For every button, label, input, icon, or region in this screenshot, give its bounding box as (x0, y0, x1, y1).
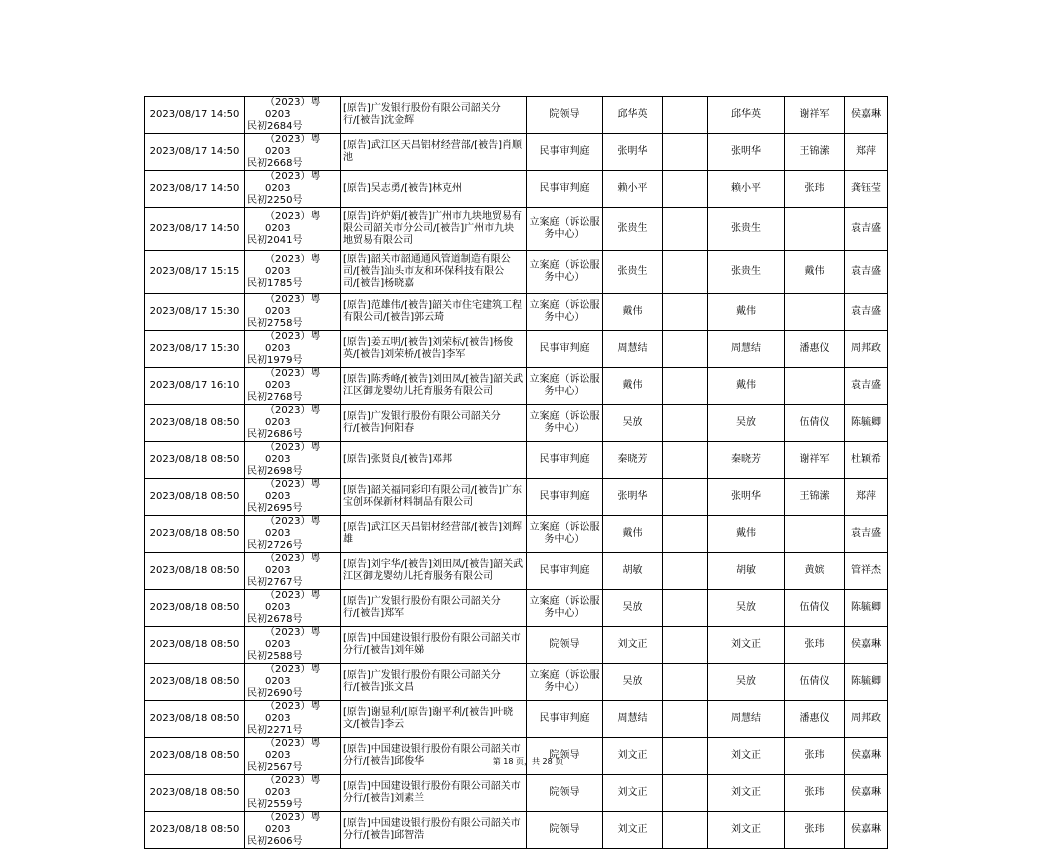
department-cell: 院领导 (527, 775, 603, 812)
blank-cell (663, 134, 708, 171)
department-cell: 民事审判庭 (527, 171, 603, 208)
blank-cell (663, 701, 708, 738)
case-number-prefix: （2023）粤0203 (265, 664, 321, 687)
table-row (145, 171, 888, 208)
judge-cell: 吴放 (603, 664, 663, 701)
case-number-prefix: （2023）粤0203 (265, 134, 321, 157)
blank-cell (663, 442, 708, 479)
case-number-suffix: 民初2726号 (247, 540, 303, 551)
table-row (145, 627, 888, 664)
clerk-cell: 侯嘉琳 (845, 775, 888, 812)
case-number-suffix: 民初2767号 (247, 577, 303, 588)
case-number-suffix: 民初2758号 (247, 318, 303, 329)
blank-cell (663, 171, 708, 208)
panel-member-cell: 谢祥军 (785, 442, 845, 479)
case-number-suffix: 民初2567号 (247, 762, 303, 773)
parties-cell: [原告]中国建设银行股份有限公司韶关市分行/[被告]邱俊华 (341, 738, 527, 775)
judge-cell: 秦晓芳 (603, 442, 663, 479)
case-number-suffix: 民初2559号 (247, 799, 303, 810)
case-number-cell (245, 664, 341, 701)
clerk-cell: 侯嘉琳 (845, 812, 888, 849)
blank-cell (663, 775, 708, 812)
presiding-judge-cell: 张贵生 (708, 208, 785, 251)
department-cell: 民事审判庭 (527, 479, 603, 516)
presiding-judge-cell: 张贵生 (708, 251, 785, 294)
hearing-schedule-table (144, 96, 888, 849)
case-number-prefix: （2023）粤0203 (265, 294, 321, 317)
judge-cell: 赖小平 (603, 171, 663, 208)
clerk-cell: 陈毓卿 (845, 664, 888, 701)
table-row (145, 664, 888, 701)
hearing-date-cell: 2023/08/17 14:50 (145, 171, 245, 208)
judge-cell: 邱华英 (603, 97, 663, 134)
department-cell: 立案庭（诉讼服务中心） (527, 251, 603, 294)
clerk-cell: 侯嘉琳 (845, 627, 888, 664)
case-number-suffix: 民初2606号 (247, 836, 303, 847)
case-number-suffix: 民初2695号 (247, 503, 303, 514)
case-number-cell (245, 97, 341, 134)
case-number-suffix: 民初2698号 (247, 466, 303, 477)
parties-cell: [原告]中国建设银行股份有限公司韶关市分行/[被告]邱智浩 (341, 812, 527, 849)
panel-member-cell: 戴伟 (785, 251, 845, 294)
panel-member-cell: 王锦潆 (785, 134, 845, 171)
department-cell: 立案庭（诉讼服务中心） (527, 294, 603, 331)
clerk-cell: 郑萍 (845, 479, 888, 516)
clerk-cell: 管祥杰 (845, 553, 888, 590)
judge-cell: 吴放 (603, 590, 663, 627)
case-number-suffix: 民初2271号 (247, 725, 303, 736)
department-cell: 民事审判庭 (527, 331, 603, 368)
judge-cell: 戴伟 (603, 516, 663, 553)
panel-member-cell: 伍倩仪 (785, 405, 845, 442)
case-number-cell (245, 590, 341, 627)
clerk-cell: 陈毓卿 (845, 590, 888, 627)
department-cell: 民事审判庭 (527, 553, 603, 590)
judge-cell: 刘文正 (603, 812, 663, 849)
hearing-date-cell: 2023/08/18 08:50 (145, 479, 245, 516)
hearing-date-cell: 2023/08/18 08:50 (145, 738, 245, 775)
department-cell: 院领导 (527, 738, 603, 775)
case-number-cell (245, 775, 341, 812)
table-row (145, 134, 888, 171)
panel-member-cell: 张玮 (785, 775, 845, 812)
page-number-footer: 第 18 页，共 28 页 (492, 757, 564, 766)
hearing-date-cell: 2023/08/18 08:50 (145, 405, 245, 442)
case-number-suffix: 民初1785号 (247, 278, 303, 289)
case-number-prefix: （2023）粤0203 (265, 812, 321, 835)
panel-member-cell (785, 294, 845, 331)
case-number-suffix: 民初2686号 (247, 429, 303, 440)
case-number-suffix: 民初2768号 (247, 392, 303, 403)
panel-member-cell: 张玮 (785, 738, 845, 775)
hearing-date-cell: 2023/08/18 08:50 (145, 553, 245, 590)
blank-cell (663, 479, 708, 516)
table-row (145, 368, 888, 405)
case-number-cell (245, 701, 341, 738)
case-number-suffix: 民初2684号 (247, 121, 303, 132)
case-number-suffix: 民初2678号 (247, 614, 303, 625)
hearing-date-cell: 2023/08/18 08:50 (145, 664, 245, 701)
case-number-prefix: （2023）粤0203 (265, 479, 321, 502)
parties-cell: [原告]姜五明/[被告]刘荣标/[被告]杨俊英/[被告]刘荣桥/[被告]李军 (341, 331, 527, 368)
blank-cell (663, 516, 708, 553)
case-number-prefix: （2023）粤0203 (265, 627, 321, 650)
case-number-prefix: （2023）粤0203 (265, 405, 321, 428)
department-cell: 立案庭（诉讼服务中心） (527, 208, 603, 251)
presiding-judge-cell: 邱华英 (708, 97, 785, 134)
case-number-suffix: 民初1979号 (247, 355, 303, 366)
case-number-suffix: 民初2690号 (247, 688, 303, 699)
table-row (145, 405, 888, 442)
clerk-cell: 周邦政 (845, 331, 888, 368)
judge-cell: 吴放 (603, 405, 663, 442)
blank-cell (663, 208, 708, 251)
hearing-date-cell: 2023/08/17 14:50 (145, 134, 245, 171)
hearing-date-cell: 2023/08/18 08:50 (145, 590, 245, 627)
clerk-cell: 侯嘉琳 (845, 738, 888, 775)
judge-cell: 戴伟 (603, 294, 663, 331)
blank-cell (663, 251, 708, 294)
clerk-cell: 袁吉盛 (845, 251, 888, 294)
blank-cell (663, 294, 708, 331)
blank-cell (663, 405, 708, 442)
judge-cell: 刘文正 (603, 627, 663, 664)
panel-member-cell: 王锦潆 (785, 479, 845, 516)
department-cell: 立案庭（诉讼服务中心） (527, 405, 603, 442)
parties-cell: [原告]吴志勇/[被告]林克州 (341, 171, 527, 208)
parties-cell: [原告]韶关市韶通通风管道制造有限公司/[被告]汕头市友和环保科技有限公司/[被告]杨晓嘉 (341, 251, 527, 294)
hearing-date-cell: 2023/08/17 14:50 (145, 208, 245, 251)
clerk-cell: 袁吉盛 (845, 368, 888, 405)
clerk-cell: 龚钰莹 (845, 171, 888, 208)
case-number-cell (245, 812, 341, 849)
presiding-judge-cell: 周慧结 (708, 331, 785, 368)
clerk-cell: 侯嘉琳 (845, 97, 888, 134)
parties-cell: [原告]武江区天昌铝材经营部/[被告]肖顺池 (341, 134, 527, 171)
department-cell: 立案庭（诉讼服务中心） (527, 590, 603, 627)
presiding-judge-cell: 胡敏 (708, 553, 785, 590)
table-row (145, 208, 888, 251)
panel-member-cell: 张玮 (785, 812, 845, 849)
case-number-prefix: （2023）粤0203 (265, 331, 321, 354)
judge-cell: 刘文正 (603, 738, 663, 775)
presiding-judge-cell: 吴放 (708, 405, 785, 442)
presiding-judge-cell: 吴放 (708, 664, 785, 701)
case-number-prefix: （2023）粤0203 (265, 171, 321, 194)
clerk-cell: 陈毓卿 (845, 405, 888, 442)
department-cell: 民事审判庭 (527, 701, 603, 738)
case-number-prefix: （2023）粤0203 (265, 516, 321, 539)
blank-cell (663, 368, 708, 405)
case-number-cell (245, 251, 341, 294)
panel-member-cell: 谢祥军 (785, 97, 845, 134)
presiding-judge-cell: 秦晓芳 (708, 442, 785, 479)
case-number-suffix: 民初2250号 (247, 195, 303, 206)
presiding-judge-cell: 戴伟 (708, 294, 785, 331)
blank-cell (663, 627, 708, 664)
presiding-judge-cell: 吴放 (708, 590, 785, 627)
presiding-judge-cell: 刘文正 (708, 738, 785, 775)
judge-cell: 张贵生 (603, 251, 663, 294)
case-number-cell (245, 405, 341, 442)
table-row (145, 251, 888, 294)
table-row (145, 479, 888, 516)
blank-cell (663, 553, 708, 590)
parties-cell: [原告]陈秀峰/[被告]刘田凤/[被告]韶关武江区御龙婴幼儿托育服务有限公司 (341, 368, 527, 405)
parties-cell: [原告]刘宇华/[被告]刘田凤/[被告]韶关武江区御龙婴幼儿托育服务有限公司 (341, 553, 527, 590)
clerk-cell: 袁吉盛 (845, 516, 888, 553)
presiding-judge-cell: 刘文正 (708, 627, 785, 664)
parties-cell: [原告]广发银行股份有限公司韶关分行/[被告]张文昌 (341, 664, 527, 701)
judge-cell: 胡敏 (603, 553, 663, 590)
table-row (145, 590, 888, 627)
department-cell: 院领导 (527, 812, 603, 849)
hearing-date-cell: 2023/08/18 08:50 (145, 775, 245, 812)
case-number-suffix: 民初2668号 (247, 158, 303, 169)
case-number-prefix: （2023）粤0203 (265, 701, 321, 724)
case-number-cell (245, 331, 341, 368)
parties-cell: [原告]韶关福同彩印有限公司/[被告]广东宝创环保新材料制品有限公司 (341, 479, 527, 516)
parties-cell: [原告]广发银行股份有限公司韶关分行/[被告]何阳春 (341, 405, 527, 442)
case-number-cell (245, 553, 341, 590)
department-cell: 院领导 (527, 627, 603, 664)
presiding-judge-cell: 张明华 (708, 134, 785, 171)
hearing-date-cell: 2023/08/18 08:50 (145, 442, 245, 479)
blank-cell (663, 331, 708, 368)
presiding-judge-cell: 刘文正 (708, 775, 785, 812)
case-number-cell (245, 134, 341, 171)
panel-member-cell (785, 516, 845, 553)
panel-member-cell (785, 368, 845, 405)
case-number-cell (245, 479, 341, 516)
panel-member-cell: 伍倩仪 (785, 664, 845, 701)
table-row (145, 775, 888, 812)
panel-member-cell: 张玮 (785, 627, 845, 664)
case-number-cell (245, 368, 341, 405)
blank-cell (663, 812, 708, 849)
hearing-date-cell: 2023/08/18 08:50 (145, 812, 245, 849)
judge-cell: 刘文正 (603, 775, 663, 812)
panel-member-cell: 张玮 (785, 171, 845, 208)
case-number-prefix: （2023）粤0203 (265, 254, 321, 277)
parties-cell: [原告]范雄伟/[被告]韶关市住宅建筑工程有限公司/[被告]郭云琦 (341, 294, 527, 331)
clerk-cell: 杜颖希 (845, 442, 888, 479)
presiding-judge-cell: 周慧结 (708, 701, 785, 738)
parties-cell: [原告]广发银行股份有限公司韶关分行/[被告]沈金辉 (341, 97, 527, 134)
hearing-date-cell: 2023/08/17 14:50 (145, 97, 245, 134)
table-row (145, 516, 888, 553)
judge-cell: 周慧结 (603, 701, 663, 738)
case-number-cell (245, 294, 341, 331)
case-number-cell (245, 208, 341, 251)
parties-cell: [原告]许炉娟/[被告]广州市九块地贸易有限公司韶关市分公司/[被告]广州市九块地贸易有限公司 (341, 208, 527, 251)
department-cell: 民事审判庭 (527, 134, 603, 171)
case-number-cell (245, 442, 341, 479)
parties-cell: [原告]中国建设银行股份有限公司韶关市分行/[被告]刘素兰 (341, 775, 527, 812)
panel-member-cell: 伍倩仪 (785, 590, 845, 627)
case-number-cell (245, 516, 341, 553)
department-cell: 院领导 (527, 97, 603, 134)
judge-cell: 张贵生 (603, 208, 663, 251)
panel-member-cell (785, 208, 845, 251)
panel-member-cell: 黄嫔 (785, 553, 845, 590)
clerk-cell: 袁吉盛 (845, 294, 888, 331)
table-row (145, 701, 888, 738)
parties-cell: [原告]谢显利/[原告]谢平利/[被告]叶晓文/[被告]李云 (341, 701, 527, 738)
table-row (145, 294, 888, 331)
case-number-prefix: （2023）粤0203 (265, 211, 321, 234)
hearing-date-cell: 2023/08/17 15:30 (145, 331, 245, 368)
table-row (145, 97, 888, 134)
panel-member-cell: 潘惠仪 (785, 701, 845, 738)
table-row (145, 331, 888, 368)
presiding-judge-cell: 戴伟 (708, 368, 785, 405)
case-number-prefix: （2023）粤0203 (265, 553, 321, 576)
judge-cell: 戴伟 (603, 368, 663, 405)
judge-cell: 周慧结 (603, 331, 663, 368)
presiding-judge-cell: 张明华 (708, 479, 785, 516)
blank-cell (663, 664, 708, 701)
blank-cell (663, 590, 708, 627)
parties-cell: [原告]广发银行股份有限公司韶关分行/[被告]郑军 (341, 590, 527, 627)
parties-cell: [原告]中国建设银行股份有限公司韶关市分行/[被告]刘年娣 (341, 627, 527, 664)
clerk-cell: 周邦政 (845, 701, 888, 738)
table-row (145, 442, 888, 479)
judge-cell: 张明华 (603, 479, 663, 516)
case-number-cell (245, 627, 341, 664)
judge-cell: 张明华 (603, 134, 663, 171)
department-cell: 立案庭（诉讼服务中心） (527, 664, 603, 701)
hearing-date-cell: 2023/08/18 08:50 (145, 627, 245, 664)
case-number-prefix: （2023）粤0203 (265, 368, 321, 391)
hearing-date-cell: 2023/08/18 08:50 (145, 701, 245, 738)
panel-member-cell: 潘惠仪 (785, 331, 845, 368)
parties-cell: [原告]武江区天昌铝材经营部/[被告]刘辉雄 (341, 516, 527, 553)
case-number-cell (245, 171, 341, 208)
clerk-cell: 袁吉盛 (845, 208, 888, 251)
parties-cell: [原告]张贤良/[被告]邓邦 (341, 442, 527, 479)
blank-cell (663, 97, 708, 134)
hearing-date-cell: 2023/08/17 15:30 (145, 294, 245, 331)
case-number-prefix: （2023）粤0203 (265, 775, 321, 798)
case-number-prefix: （2023）粤0203 (265, 590, 321, 613)
presiding-judge-cell: 刘文正 (708, 812, 785, 849)
table-row (145, 553, 888, 590)
case-number-suffix: 民初2041号 (247, 235, 303, 246)
table-row (145, 812, 888, 849)
case-number-suffix: 民初2588号 (247, 651, 303, 662)
department-cell: 立案庭（诉讼服务中心） (527, 368, 603, 405)
case-number-prefix: （2023）粤0203 (265, 97, 321, 120)
case-number-prefix: （2023）粤0203 (265, 738, 321, 761)
presiding-judge-cell: 戴伟 (708, 516, 785, 553)
clerk-cell: 郑萍 (845, 134, 888, 171)
case-number-prefix: （2023）粤0203 (265, 442, 321, 465)
hearing-date-cell: 2023/08/17 16:10 (145, 368, 245, 405)
department-cell: 民事审判庭 (527, 442, 603, 479)
hearing-date-cell: 2023/08/17 15:15 (145, 251, 245, 294)
hearing-date-cell: 2023/08/18 08:50 (145, 516, 245, 553)
department-cell: 立案庭（诉讼服务中心） (527, 516, 603, 553)
presiding-judge-cell: 赖小平 (708, 171, 785, 208)
